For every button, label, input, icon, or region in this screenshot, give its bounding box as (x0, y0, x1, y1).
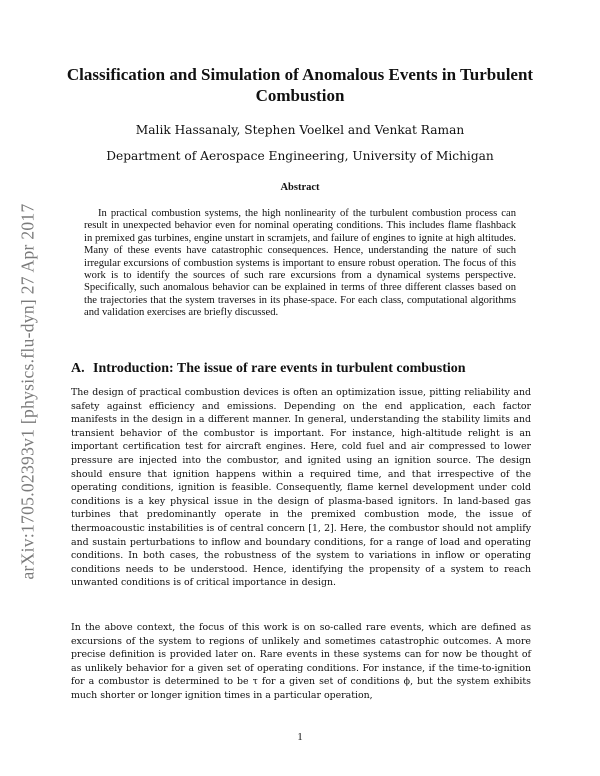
body-paragraph: The design of practical combustion devices is often an optimization issue, pitting reliability and safety against efficiency and emissions. Depending on the end application, each factor manifests in the design in a different manner. In general, understanding the stability limits and transient behavior of the combustor is important. For instance, high-altitude relight is an important certification test for aircraft engines. Here, cold fuel and air compressed to lower pressure are injected into the combustor, and ignited using an ignition source. The design should ensure that ignition happens within a required time, and that irrespective of the operating conditions, ignition is feasible. Consequently, flame kernel development under cold conditions is a key physical issue in the design of plasma-based ignitors. In land-based gas turbines that predominantly operate in the premixed combustion mode, the issue of thermoacoustic instabilities is of central concern [1, 2]. Here, the combustor should not amplify and sustain perturbations to inflow and boundary conditions, for a range of load and operating conditions. In both cases, the robustness of the system to variations in inflow or operating conditions needs to be understood. Hence, identifying the propensity of a system to reach unwanted conditions is of critical importance in design. (71, 387, 531, 589)
author-affiliation: Department of Aerospace Engineering, University of Michigan (106, 149, 494, 163)
page-number: 1 (297, 731, 303, 743)
arxiv-identifier-text: arXiv:1705.02393v1 [physics.flu-dyn] 27 Apr 2017 (17, 202, 38, 580)
section-number: A. (71, 361, 85, 376)
paper-title: Classification and Simulation of Anomalous Events in Turbulent Combustion (66, 65, 534, 105)
author-list: Malik Hassanaly, Stephen Voelkel and Venkat Raman (135, 123, 465, 137)
body-paragraph: In the above context, the focus of this work is on so-called rare events, which are defined as excursions of the system to regions of unlikely and sometimes catastrophic outcomes. A more precise definition is provided later on. Rare events in these systems can for now be thought of as unlikely behavior for a given set of operating conditions. For instance, if the time-to-ignition for a combustor is determined to be τ for a given set of conditions ϕ, but the system exhibits much shorter or longer ignition times in a particular operation, (71, 622, 531, 701)
section-heading (71, 361, 531, 377)
abstract-heading: Abstract (280, 182, 320, 193)
arxiv-identifier-stamp (17, 182, 39, 600)
section-title: Introduction: The issue of rare events in turbulent combustion (93, 361, 466, 376)
abstract-body: In practical combustion systems, the high nonlinearity of the turbulent combustion process can result in unexpected behavior even for nominal operating conditions. This includes flame flashback in premixed gas turbines, engine unstart in scramjets, and failure of engines to ignite at high altitudes. Many of these events have catastrophic consequences. Hence, understanding the nature of such irregular excursions of combustion systems is important to ensure robust operation. The focus of this work is to identify the sources of such rare excursions from a dynamical systems perspective. Specifically, such anomalous behavior can be explained in terms of three different classes based on the trajectories that the system traverses in its phase-space. For each class, computational algorithms and validation exercises are briefly discussed. (84, 208, 516, 319)
